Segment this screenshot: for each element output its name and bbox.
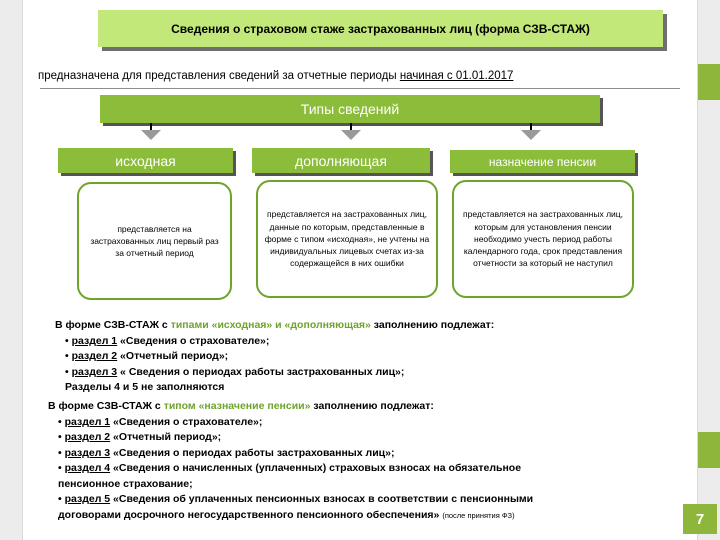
card-text: представляется на застрахованных лиц, данные по которым, представленные в форме с типом «исходная», не учтены на индивидуальных лицевых счетах из-за содержащейся в них ошибки (264, 209, 430, 269)
card-text: представляется на застрахованных лиц первый раз за отчетный период (90, 223, 219, 259)
right-bar-accent (698, 432, 720, 468)
type-label-pension: назначение пенсии (450, 150, 635, 173)
left-decorative-bar (0, 0, 23, 540)
section-heading: В форме СЗВ-СТАЖ с типом «назначение пенсии» заполнению подлежат: (48, 400, 434, 412)
type-label-initial: исходная (58, 148, 233, 173)
list-item: • раздел 1 «Сведения о страхователе»; (65, 334, 270, 347)
right-decorative-bar (697, 0, 720, 540)
arrow-down-icon (521, 130, 541, 140)
section-pension (48, 399, 533, 523)
section-note: Разделы 4 и 5 не заполняются (65, 381, 225, 393)
list-item-continuation: договорами досрочного негосударственного пенсионного обеспечения» (после принятия ФЗ) (58, 508, 515, 521)
section-heading: В форме СЗВ-СТАЖ с типами «исходная» и «дополняющая» заполнению подлежат: (55, 319, 495, 331)
page-number: 7 (683, 504, 717, 534)
list-item: • раздел 3 «Сведения о периодах работы застрахованных лиц»; (58, 446, 395, 459)
section-initial-supplementary (55, 318, 494, 396)
arrow-down-icon (141, 130, 161, 140)
intro-text (38, 70, 513, 82)
right-bar-accent (698, 64, 720, 100)
connector (350, 123, 352, 130)
list-item: • раздел 3 « Сведения о периодах работы застрахованных лиц»; (65, 365, 405, 378)
divider (40, 88, 680, 89)
list-item: • раздел 4 «Сведения о начисленных (уплаченных) страховых взносах на обязательное (58, 462, 522, 474)
intro-date: начиная с 01.01.2017 (399, 70, 514, 82)
type-label-supplementary: дополняющая (252, 148, 430, 173)
arrow-down-icon (341, 130, 361, 140)
list-item: • раздел 2 «Отчетный период»; (65, 350, 229, 362)
type-card-pension (452, 180, 634, 298)
list-item: • раздел 2 «Отчетный период»; (58, 431, 222, 443)
footnote: (после принятия ФЗ) (442, 510, 515, 520)
list-item: • раздел 1 «Сведения о страхователе»; (58, 415, 263, 428)
list-item-continuation: пенсионное страхование; (58, 477, 193, 490)
connector (530, 123, 532, 130)
intro-main: предназначена для представления сведений за отчетные периоды (38, 70, 400, 82)
list-item: • раздел 5 «Сведения об уплаченных пенсионных взносах в соответствии с пенсионными (58, 493, 534, 505)
types-header: Типы сведений (100, 95, 600, 123)
highlight: типами «исходная» и «дополняющая» (170, 319, 371, 331)
connector (150, 123, 152, 130)
type-card-supplementary (256, 180, 438, 298)
type-card-initial (77, 182, 232, 300)
highlight: типом «назначение пенсии» (163, 400, 311, 412)
slide-title: Сведения о страховом стаже застрахованных лиц (форма СЗВ-СТАЖ) (98, 10, 663, 47)
card-text: представляется на застрахованных лиц, которым для установления пенсии необходимо учесть период работы календарного года, срок представления отчетности за который не наступил (462, 209, 624, 269)
